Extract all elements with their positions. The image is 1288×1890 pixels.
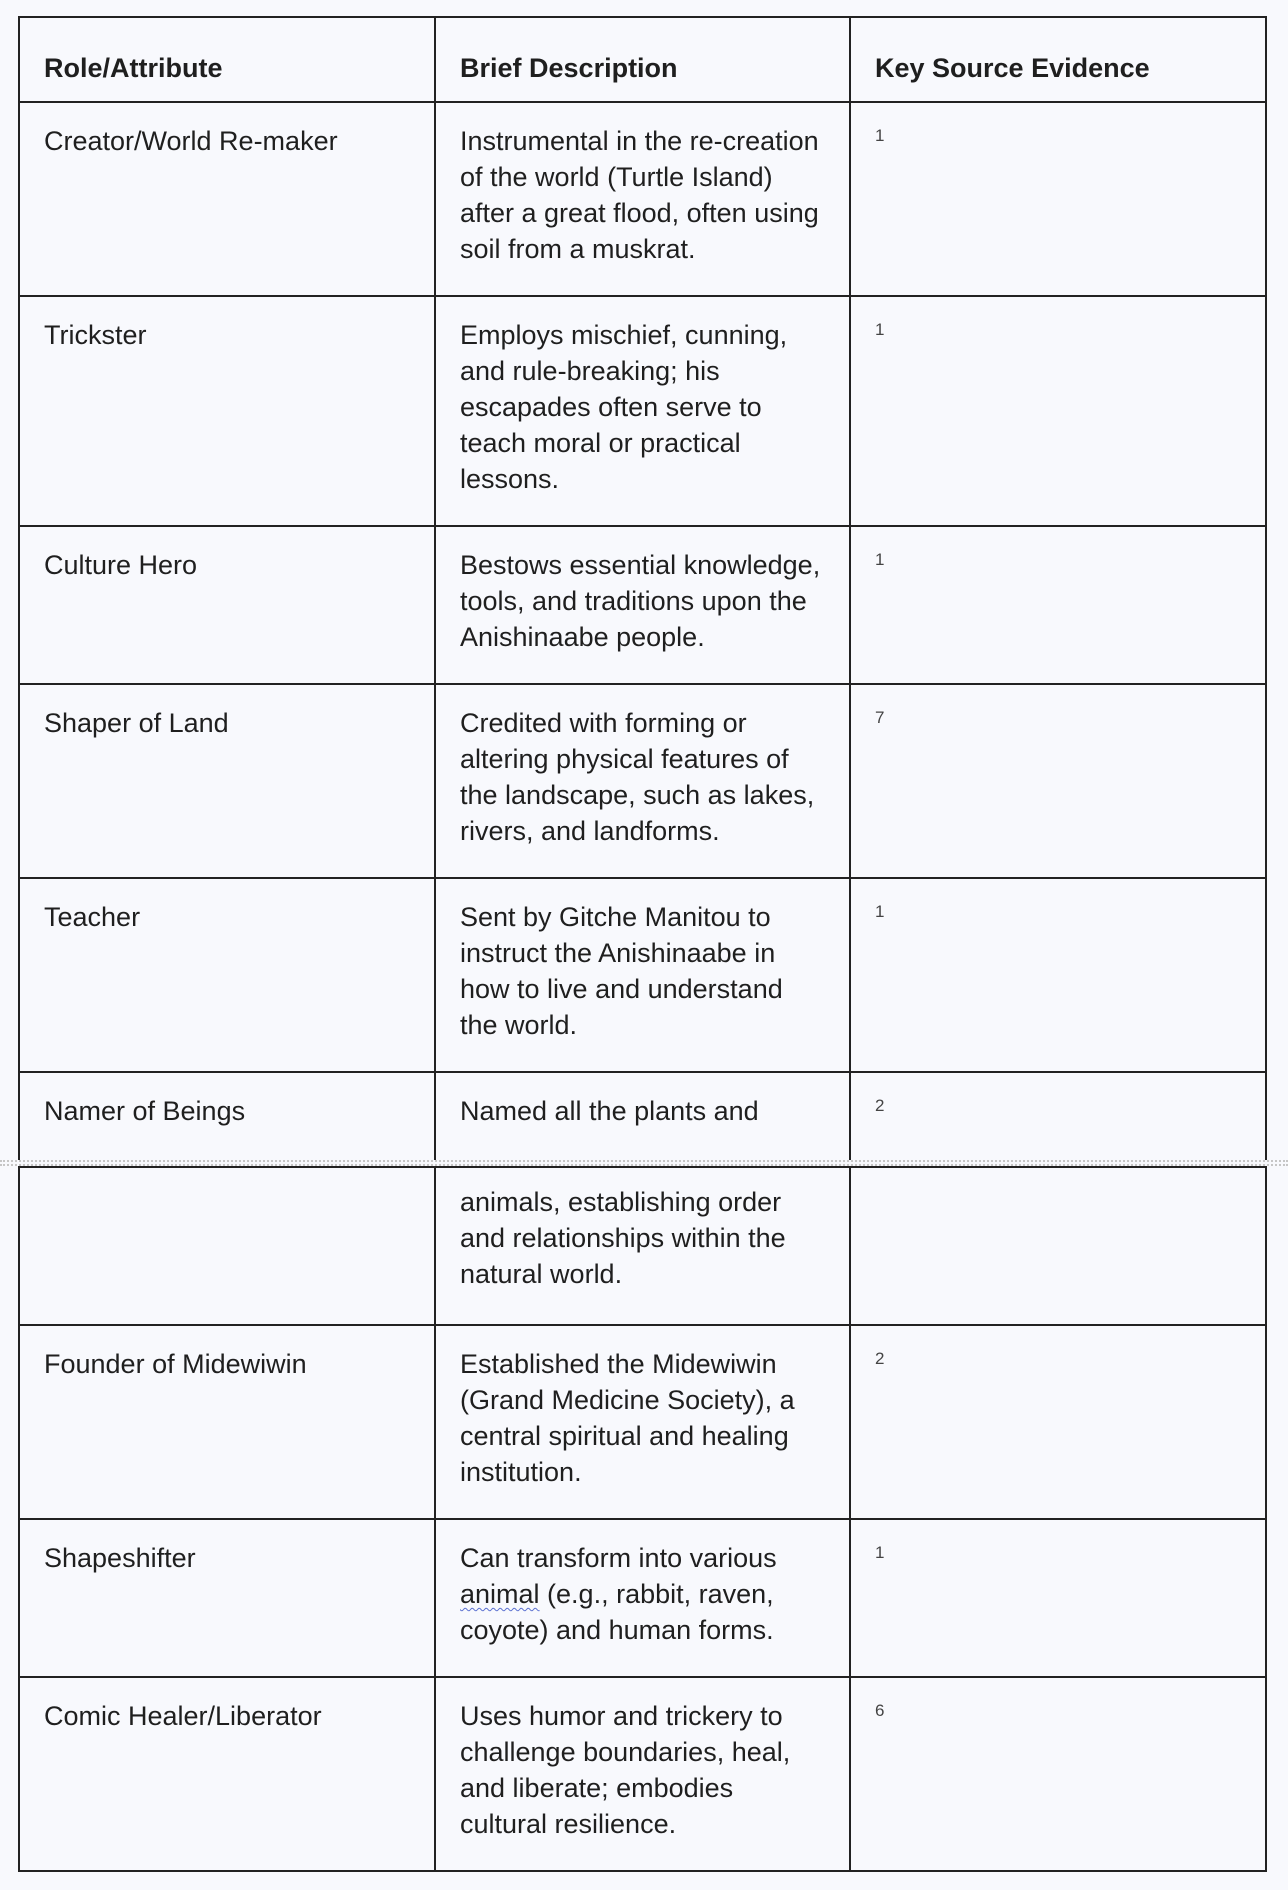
role-cell: Shapeshifter [44, 1543, 196, 1573]
header-role: Role/Attribute [44, 53, 223, 83]
description-cell: Bestows essential knowledge, tools, and traditions upon the Anishinaabe people. [460, 550, 821, 652]
table-row [19, 102, 1266, 296]
description-cell: Sent by Gitche Manitou to instruct the Anishinaabe in how to live and understand the world. [460, 902, 783, 1040]
header-evidence: Key Source Evidence [875, 53, 1150, 83]
table-cell [850, 1167, 1266, 1325]
role-cell: Namer of Beings [44, 1096, 246, 1126]
table-cell [435, 526, 850, 684]
role-cell: Teacher [44, 902, 141, 932]
table-cell [850, 102, 1266, 296]
description-text-pre: Can transform into various [460, 1543, 777, 1573]
description-cell: Instrumental in the re-creation of the world (Turtle Island) after a great flood, often using soil from a muskrat. [460, 126, 819, 264]
header-description: Brief Description [460, 53, 678, 83]
role-cell: Creator/World Re-maker [44, 126, 338, 156]
table-cell [435, 1677, 850, 1871]
role-cell: Trickster [44, 320, 147, 350]
table-cell [19, 1519, 435, 1677]
description-text-post: (e.g., rabbit, raven, coyote) and human forms. [460, 1579, 774, 1645]
header-cell [19, 17, 435, 102]
table-row [19, 526, 1266, 684]
table-row [19, 1325, 1266, 1519]
table-cell [435, 1167, 850, 1325]
roles-table [18, 16, 1267, 1160]
table-row [19, 1072, 1266, 1160]
table-cell [19, 526, 435, 684]
role-cell: Comic Healer/Liberator [44, 1701, 322, 1731]
table-row-continuation [19, 1167, 1266, 1325]
table-cell [850, 878, 1266, 1072]
table-row [19, 878, 1266, 1072]
table-cell [435, 684, 850, 878]
table-cell [435, 296, 850, 526]
table-cell [850, 1072, 1266, 1160]
evidence-ref: 2 [875, 1349, 885, 1368]
description-cell: animals, establishing order and relationships within the natural world. [460, 1187, 786, 1289]
description-cell: Employs mischief, cunning, and rule-breaking; his escapades often serve to teach moral or practical lessons. [460, 320, 788, 494]
table-cell [19, 1072, 435, 1160]
description-cell: Named all the plants and [460, 1096, 759, 1126]
spellcheck-flagged-word[interactable]: animal [460, 1579, 540, 1609]
table-cell [850, 1325, 1266, 1519]
description-cell: Established the Midewiwin (Grand Medicine Society), a central spiritual and healing institution. [460, 1349, 795, 1487]
table-cell [435, 1325, 850, 1519]
role-cell: Shaper of Land [44, 708, 229, 738]
role-cell: Founder of Midewiwin [44, 1349, 307, 1379]
table-cell [850, 684, 1266, 878]
table-cell [435, 1519, 850, 1677]
table-row [19, 1677, 1266, 1871]
table-cell [19, 878, 435, 1072]
evidence-ref: 1 [875, 1543, 885, 1562]
role-cell [20, 1168, 434, 1188]
evidence-ref: 1 [875, 126, 885, 145]
evidence-ref: 7 [875, 708, 885, 727]
table-cell [850, 526, 1266, 684]
table-cell [19, 102, 435, 296]
role-cell: Culture Hero [44, 550, 198, 580]
header-cell [850, 17, 1266, 102]
table-cell [19, 1167, 435, 1325]
evidence-ref: 6 [875, 1701, 885, 1720]
evidence-ref: 1 [875, 902, 885, 921]
description-cell [436, 1520, 849, 1648]
table-row [19, 296, 1266, 526]
table-cell [19, 684, 435, 878]
evidence-ref: 2 [875, 1096, 885, 1115]
table-cell [850, 1519, 1266, 1677]
description-cell: Credited with forming or altering physical features of the landscape, such as lakes, rivers, and landforms. [460, 708, 815, 846]
table-cell [19, 1677, 435, 1871]
table-cell [19, 1325, 435, 1519]
roles-table-continued [18, 1166, 1267, 1872]
evidence-ref: 1 [875, 320, 885, 339]
table-cell [435, 102, 850, 296]
header-cell [435, 17, 850, 102]
table-cell [435, 878, 850, 1072]
table-row [19, 1519, 1266, 1677]
description-cell: Uses humor and trickery to challenge boundaries, heal, and liberate; embodies cultural resilience. [460, 1701, 791, 1839]
table-header-row [19, 17, 1266, 102]
table-row [19, 684, 1266, 878]
table-cell [435, 1072, 850, 1160]
table-cell [850, 296, 1266, 526]
table-cell [850, 1677, 1266, 1871]
table-cell [19, 296, 435, 526]
evidence-ref: 1 [875, 550, 885, 569]
evidence-ref [851, 1168, 1265, 1190]
